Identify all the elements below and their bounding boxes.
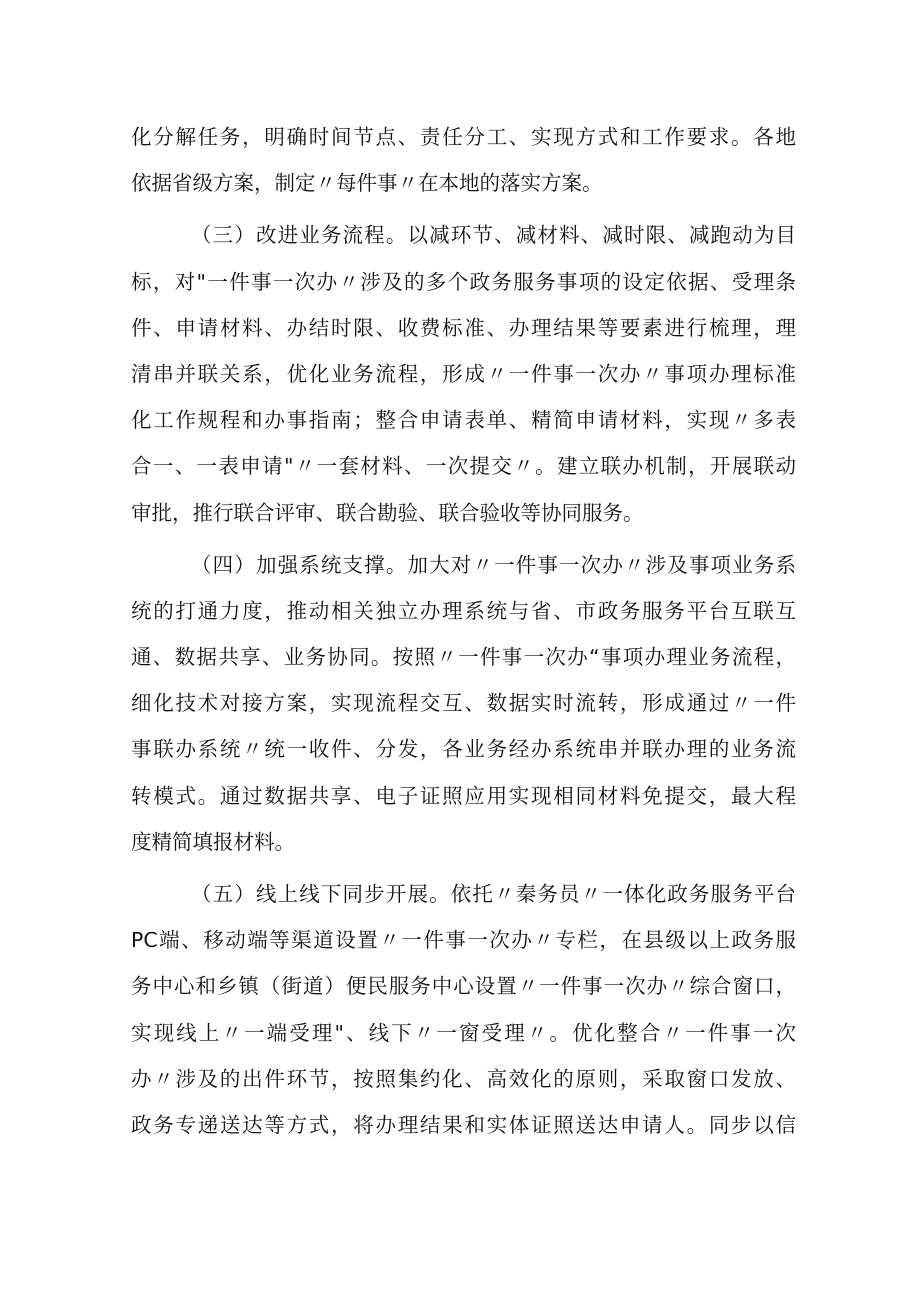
- text-line: （三）改进业务流程。以减环节、减材料、减时限、减跑动为目: [191, 223, 796, 248]
- text-line: 细化技术对接方案，实现流程交互、数据实时流转，形成通过〃一件: [131, 691, 796, 716]
- paragraph: [131, 542, 796, 865]
- text-line: 实现线上〃一端受理"、线下〃一窗受理〃。优化整合〃一件事一次: [131, 1020, 796, 1045]
- text-line: （五）线上线下同步开展。依托〃秦务员〃一体化政务服务平台: [191, 882, 796, 906]
- paragraph: [131, 871, 796, 1148]
- text-line: 务中心和乡镇（街道）便民服务中心设置〃一件事一次办〃综合窗口，: [131, 974, 796, 999]
- text-line: 依据省级方案，制定〃每件事〃在本地的落实方案。: [131, 171, 603, 196]
- text-line: 化工作规程和办事指南；整合申请表单、精简申请材料，实现〃多表: [131, 408, 796, 433]
- text-line: 政务专递送达等方式，将办理结果和实体证照送达申请人。同步以信: [131, 1112, 796, 1137]
- text-line: 清串并联关系，优化业务流程，形成〃一件事一次办〃事项办理标准: [131, 361, 796, 386]
- text-line: 件、申请材料、办结时限、收费标准、办理结果等要素进行梳理，理: [131, 315, 796, 340]
- text-line: 统的打通力度，推动相关独立办理系统与省、市政务服务平台互联互: [131, 598, 796, 623]
- text-line: 通、数据共享、业务协同。按照〃一件事一次办“事项办理业务流程，: [131, 645, 796, 670]
- paragraph: [131, 212, 796, 535]
- text-line: 审批，推行联合评审、联合勘验、联合验收等协同服务。: [131, 500, 644, 525]
- text-line: PC端、移动端等渠道设置〃一件事一次办〃专栏，在县级以上政务服: [131, 928, 796, 953]
- paragraph: [131, 114, 796, 206]
- text-line: （四）加强系统支撑。加大对〃一件事一次办〃涉及事项业务系: [191, 552, 796, 577]
- text-line: 事联办系统〃统一收件、分发，各业务经办系统串并联办理的业务流: [131, 737, 796, 762]
- document-body: [131, 114, 796, 1148]
- text-line: 化分解任务，明确时间节点、责任分工、实现方式和工作要求。各地: [131, 125, 796, 149]
- text-line: 办〃涉及的出件环节，按照集约化、高效化的原则，采取窗口发放、: [131, 1066, 796, 1091]
- text-line: 合一、一表申请"〃一套材料、一次提交〃。建立联办机制，开展联动: [131, 454, 796, 479]
- text-line: 转模式。通过数据共享、电子证照应用实现相同材料免提交，最大程: [131, 783, 796, 808]
- text-line: 度精简填报材料。: [131, 829, 295, 854]
- text-line: 标，对"一件事一次办〃涉及的多个政务服务事项的设定依据、受理条: [131, 269, 796, 294]
